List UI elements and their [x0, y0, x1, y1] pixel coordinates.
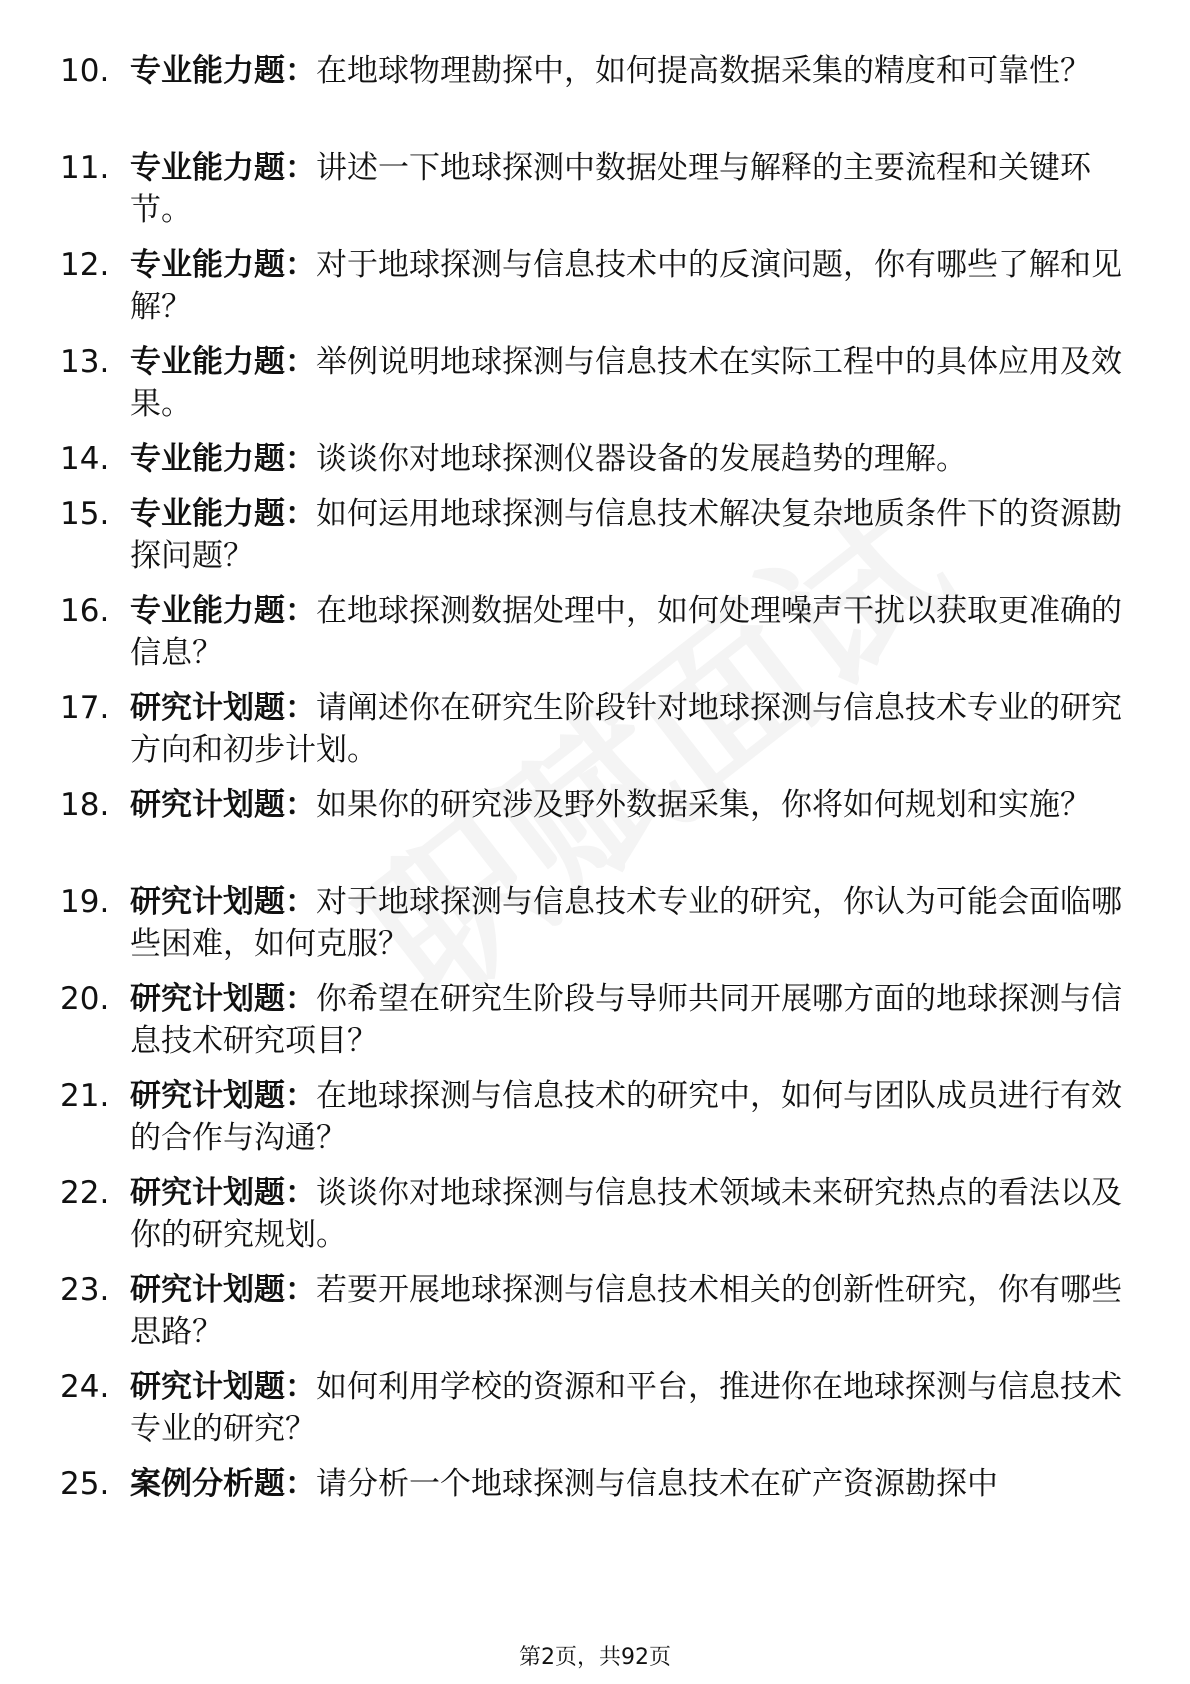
item-body: 对于地球探测与信息技术中的反演问题，你有哪些了解和见解？ — [130, 247, 1122, 325]
item-label: 专业能力题： — [130, 53, 316, 89]
item-label: 专业能力题： — [130, 344, 316, 380]
item-text — [130, 881, 1130, 965]
item-number: 25. — [60, 1466, 110, 1502]
item-number: 12. — [60, 247, 110, 283]
item-body: 谈谈你对地球探测仪器设备的发展趋势的理解。 — [316, 441, 967, 477]
item-text — [130, 1463, 1130, 1505]
item-body: 讲述一下地球探测中数据处理与解释的主要流程和关键环节。 — [130, 150, 1091, 228]
item-text — [130, 687, 1130, 771]
list-item — [0, 1366, 1190, 1446]
item-number: 16. — [60, 593, 110, 629]
item-number: 21. — [60, 1078, 110, 1114]
item-text — [130, 1269, 1130, 1353]
list-item — [0, 1269, 1190, 1349]
page-footer: 第2页，共92页 — [519, 1645, 671, 1670]
item-label: 研究计划题： — [130, 1078, 316, 1114]
item-text — [130, 590, 1130, 674]
item-number: 23. — [60, 1272, 110, 1308]
item-body: 你希望在研究生阶段与导师共同开展哪方面的地球探测与信息技术研究项目？ — [130, 981, 1122, 1059]
list-item — [0, 784, 1190, 864]
item-number: 17. — [60, 690, 110, 726]
item-label: 案例分析题： — [130, 1466, 316, 1502]
item-body: 在地球物理勘探中，如何提高数据采集的精度和可靠性？ — [316, 53, 1091, 89]
item-body: 在地球探测与信息技术的研究中，如何与团队成员进行有效的合作与沟通？ — [130, 1078, 1122, 1156]
item-label: 专业能力题： — [130, 593, 316, 629]
item-text — [130, 147, 1130, 231]
item-label: 研究计划题： — [130, 787, 316, 823]
item-body: 举例说明地球探测与信息技术在实际工程中的具体应用及效果。 — [130, 344, 1122, 422]
list-item — [0, 590, 1190, 670]
list-item — [0, 244, 1190, 324]
list-item — [0, 493, 1190, 573]
item-text — [130, 50, 1130, 92]
item-body: 谈谈你对地球探测与信息技术领域未来研究热点的看法以及你的研究规划。 — [130, 1175, 1122, 1253]
list-item — [0, 341, 1190, 421]
list-item — [0, 147, 1190, 227]
item-number: 14. — [60, 441, 110, 477]
list-item — [0, 1463, 1190, 1501]
item-body: 如何利用学校的资源和平台，推进你在地球探测与信息技术专业的研究？ — [130, 1369, 1122, 1447]
item-text — [130, 493, 1130, 577]
item-body: 请阐述你在研究生阶段针对地球探测与信息技术专业的研究方向和初步计划。 — [130, 690, 1122, 768]
list-item — [0, 1172, 1190, 1252]
item-text — [130, 1172, 1130, 1256]
item-label: 专业能力题： — [130, 247, 316, 283]
list-item — [0, 978, 1190, 1058]
item-number: 22. — [60, 1175, 110, 1211]
item-number: 19. — [60, 884, 110, 920]
item-label: 研究计划题： — [130, 1175, 316, 1211]
item-number: 24. — [60, 1369, 110, 1405]
item-body: 对于地球探测与信息技术专业的研究，你认为可能会面临哪些困难，如何克服？ — [130, 884, 1122, 962]
item-label: 研究计划题： — [130, 1369, 316, 1405]
item-label: 研究计划题： — [130, 884, 316, 920]
item-label: 专业能力题： — [130, 496, 316, 532]
item-text — [130, 1366, 1130, 1450]
list-item — [0, 1075, 1190, 1155]
item-number: 11. — [60, 150, 110, 186]
item-label: 研究计划题： — [130, 981, 316, 1017]
list-item — [0, 50, 1190, 130]
item-label: 专业能力题： — [130, 441, 316, 477]
item-label: 专业能力题： — [130, 150, 316, 186]
list-item — [0, 687, 1190, 767]
item-number: 18. — [60, 787, 110, 823]
item-label: 研究计划题： — [130, 690, 316, 726]
item-text — [130, 784, 1130, 826]
item-text — [130, 244, 1130, 328]
item-body: 请分析一个地球探测与信息技术在矿产资源勘探中 — [316, 1466, 998, 1502]
item-number: 13. — [60, 344, 110, 380]
item-text — [130, 438, 1130, 480]
item-body: 在地球探测数据处理中，如何处理噪声干扰以获取更准确的信息？ — [130, 593, 1122, 671]
item-number: 10. — [60, 53, 110, 89]
item-body: 如何运用地球探测与信息技术解决复杂地质条件下的资源勘探问题？ — [130, 496, 1122, 574]
item-body: 若要开展地球探测与信息技术相关的创新性研究，你有哪些思路？ — [130, 1272, 1122, 1350]
list-item — [0, 438, 1190, 476]
item-body: 如果你的研究涉及野外数据采集，你将如何规划和实施？ — [316, 787, 1091, 823]
item-text — [130, 341, 1130, 425]
item-label: 研究计划题： — [130, 1272, 316, 1308]
question-list — [0, 50, 1190, 1518]
item-number: 15. — [60, 496, 110, 532]
list-item — [0, 881, 1190, 961]
item-text — [130, 978, 1130, 1062]
item-text — [130, 1075, 1130, 1159]
item-number: 20. — [60, 981, 110, 1017]
